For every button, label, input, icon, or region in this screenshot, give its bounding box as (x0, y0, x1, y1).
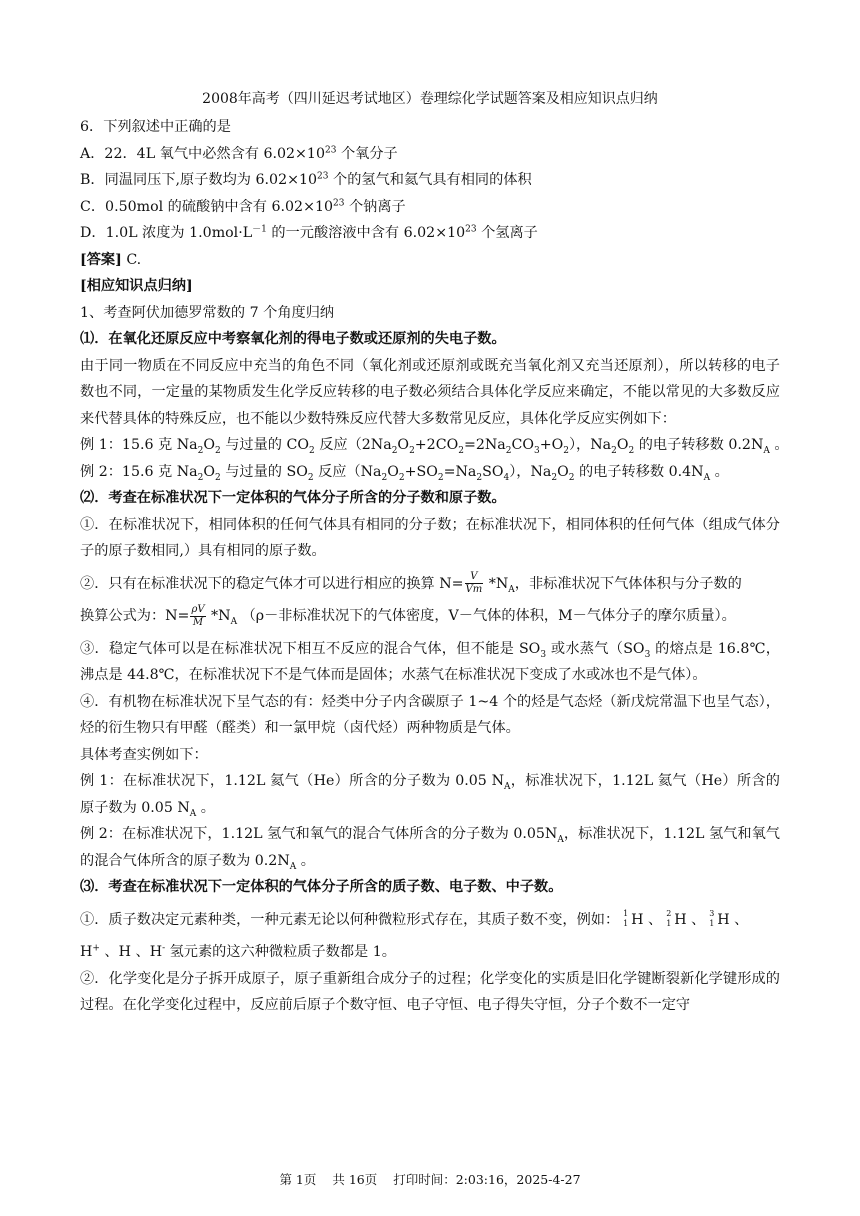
isotope-h3: 3 1 (709, 908, 715, 928)
example-1: 例 1：15.6 克 $Na_2O_2$ 与过量的 $CO_2$ 反应$(2Na_2O_2+2CO_2=2Na_2CO_3+O_2)$，$Na_2O_2$ 的电子转移数 $0.2N_A$ 。 (80, 437, 789, 456)
option-a: A．22．4L 氧气中必然含有 $6.02\times 10^{23}$ 个氧分子 (80, 144, 398, 162)
section-1-heading: 1、考查阿伏加德罗常数的 7 个角度归纳 (80, 304, 335, 321)
subsection-3-heading: ⑶．考查在标准状况下一定体积的气体分子所含的质子数、电子数、中子数。 (80, 879, 563, 895)
subsection-2-heading: ⑵．考查在标准状况下一定体积的气体分子所含的分子数和原子数。 (80, 490, 506, 506)
subsection-3-point-1-cont: H+ 、H 、H- 氢元素的这六种微粒质子数都是 1。 (80, 943, 396, 960)
subsection-2-point-2-formula: 换算公式为：N= $\frac{\rho V}{M}$ $*N_A$ （ρ－非标准状况下的气体密度，V－气体的体积，M－气体分子的摩尔质量）。 (80, 603, 736, 628)
subsection-2-point-4: ④．有机物在标准状况下呈气态的有：烃类中分子内含碳原子 1~4 个的烃是气态烃（新戊烷常温下也呈气态），烃的衍生物只有甲醛（醛类）和一氯甲烷（卤代烃）两种物质是气体。 (80, 693, 780, 736)
question-stem: 6．下列叙述中正确的是 (80, 119, 231, 135)
knowledge-heading: [相应知识点归纳] (80, 278, 193, 294)
subsection-1-heading: ⑴．在氧化还原反应中考察氧化剂的得电子数或还原剂的失电子数。 (80, 331, 506, 347)
fraction-v-over-vm: $\frac{V}{Vm}$ (465, 571, 483, 595)
page-footer (0, 1170, 860, 1188)
subsection-2-point-3: ③．稳定气体可以是在标准状况下相互不反应的混合气体，但不能是 $SO_3$ 或水蒸气（$SO_3$ 的熔点是 16.8℃，沸点是 44.8℃，在标准状况下不是气体而是固体；水蒸气在标准状况下变成了水或冰也不是气体）。 (80, 640, 780, 683)
subsection-2-point-1: ①．在标准状况下，相同体积的任何气体具有相同的分子数；在标准状况下，相同体积的任何气体（组成气体分子的原子数相同,）具有相同的原子数。 (80, 516, 780, 559)
example-3: 例 1：在标准状况下，1.12L 氦气（He）所含的分子数为 0.05 $N_A$，标准状况下，1.12L 氦气（He）所含的原子数为 0.05 $N_A$ 。 (80, 773, 780, 819)
isotope-h2: 2 1 (666, 908, 672, 928)
answer-value: C. (121, 251, 142, 268)
isotope-h1: 1 1 (623, 908, 629, 928)
document-body (80, 114, 789, 1019)
print-time: 打印时间：2:03:16，2025-4-27 (393, 1172, 581, 1187)
subsection-3-point-2: ②．化学变化是分子拆开成原子，原子重新组合成分子的过程；化学变化的实质是旧化学键断裂新化学键形成的过程。在化学变化过程中，反应前后原子个数守恒、电子守恒、电子得失守恒，分子个数不一定守 (80, 970, 780, 1013)
subsection-2-examples-intro: 具体考查实例如下： (80, 746, 208, 763)
example-4: 例 2：在标准状况下，1.12L 氢气和氧气的混合气体所含的分子数为 $0.05N_A$，标准状况下，1.12L 氢气和氧气的混合气体所含的原子数为 $0.2N_A$ 。 (80, 826, 780, 872)
option-b: B．同温同压下,原子数均为 $6.02\times 10^{23}$ 个的氢气和氦气具有相同的体积 (80, 171, 532, 188)
subsection-2-point-2: ②．只有在标准状况下的稳定气体才可以进行相应的换算 N= $\frac{V}{Vm}$ $*N_A$，非标准状况下气体体积与分子数的 (80, 571, 742, 595)
option-d: D．1.0L 浓度为 $1.0mol\cdot L^{-1}$ 的一元酸溶液中含有 $6.02\times 10^{23}$ 个氢离子 (80, 224, 538, 241)
answer (80, 247, 780, 274)
subsection-3-point-1: ①．质子数决定元素种类，一种元素无论以何种微粒形式存在，其质子数不变，例如： 1 1 H 、 2 1 H 、 3 1 H 、 (80, 907, 780, 934)
document-title: 2008年高考（四川延迟考试地区）卷理综化学试题答案及相应知识点归纳 (202, 91, 658, 107)
answer-label: [答案] (80, 251, 122, 268)
page-total: 共 16页 (332, 1172, 378, 1187)
fraction-rhov-over-m: $\frac{\rho V}{M}$ (191, 603, 205, 628)
subsection-1-paragraph: 由于同一物质在不同反应中充当的角色不同（氧化剂或还原剂或既充当氧化剂又充当还原剂），所以转移的电子数也不同，一定量的某物质发生化学反应转移的电子数必须结合具体化学反应来确定，不能以常见的大多数反应来代替具体的特殊反应，也不能以少数特殊反应代替大多数常见反应，具体化学反应实例如下： (80, 357, 780, 427)
option-c: C．0.50mol 的硫酸钠中含有 $6.02\times 10^{23}$ 个钠离子 (80, 197, 406, 215)
example-2: 例 2：15.6 克 $Na_2O_2$ 与过量的 $SO_2$ 反应$(Na_2O_2+SO_2=Na_2SO_4)$，$Na_2O_2$ 的电子转移数 $0.4N_A$ 。 (80, 463, 729, 483)
page-number: 第 1页 (279, 1172, 317, 1187)
